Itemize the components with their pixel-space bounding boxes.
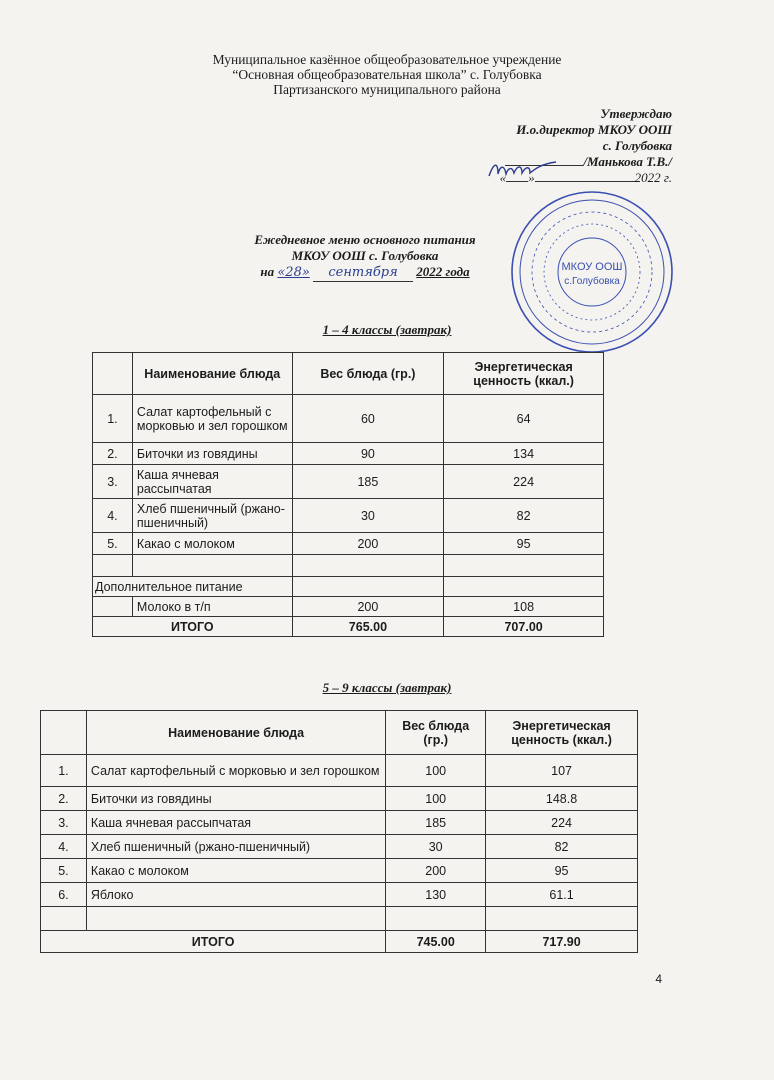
- row-num: 3.: [93, 465, 133, 499]
- header-dish-name: Наименование блюда: [132, 353, 292, 395]
- row-weight: 30: [386, 835, 486, 859]
- row-kcal: 134: [444, 443, 604, 465]
- table-row-extra-label: [93, 577, 604, 597]
- row-num: 2.: [93, 443, 133, 465]
- row-kcal: 224: [486, 811, 638, 835]
- table-row-empty: [93, 555, 604, 577]
- menu-date-prefix: на: [260, 264, 275, 279]
- table-row: [93, 597, 604, 617]
- row-num: 4.: [41, 835, 87, 859]
- menu-title: [130, 232, 600, 282]
- org-line-3: Партизанского муниципального района: [273, 82, 501, 97]
- row-kcal: 224: [444, 465, 604, 499]
- row-dish: Хлеб пшеничный (ржано-пшеничный): [86, 835, 385, 859]
- row-num: 3.: [41, 811, 87, 835]
- header-kcal: Энергетическая ценность (ккал.): [444, 353, 604, 395]
- row-num: 6.: [41, 883, 87, 907]
- row-num: 1.: [41, 755, 87, 787]
- row-dish: Биточки из говядины: [132, 443, 292, 465]
- header-dish-name: Наименование блюда: [86, 711, 385, 755]
- row-dish: Какао с молоком: [132, 533, 292, 555]
- table-row: [93, 443, 604, 465]
- table-row: [41, 755, 638, 787]
- page-number: 4: [655, 972, 662, 986]
- section-2-title: 5 – 9 классы (завтрак): [322, 680, 452, 695]
- org-header: [0, 52, 774, 97]
- row-weight: 90: [292, 443, 444, 465]
- row-dish: Биточки из говядины: [86, 787, 385, 811]
- stamp-center-2: с.Голубовка: [564, 276, 620, 287]
- menu-title-line-1: Ежедневное меню основного питания: [254, 232, 476, 247]
- row-kcal: 95: [486, 859, 638, 883]
- table-row: [93, 533, 604, 555]
- menu-date-suffix: 2022 года: [416, 264, 470, 279]
- row-weight: 100: [386, 787, 486, 811]
- row-num: 1.: [93, 395, 133, 443]
- table-header-row: [93, 353, 604, 395]
- row-kcal: 107: [486, 755, 638, 787]
- total-weight: 745.00: [386, 931, 486, 953]
- row-weight: 30: [292, 499, 444, 533]
- table-header-row: [41, 711, 638, 755]
- row-kcal: 82: [486, 835, 638, 859]
- approval-signer: /Манькова Т.В./: [583, 154, 672, 169]
- menu-table-1-4: [92, 352, 604, 637]
- row-weight: 60: [292, 395, 444, 443]
- table-total-row: [41, 931, 638, 953]
- total-label: ИТОГО: [41, 931, 386, 953]
- row-weight: 200: [292, 597, 444, 617]
- row-kcal: 64: [444, 395, 604, 443]
- table-total-row: [93, 617, 604, 637]
- table-row: [41, 787, 638, 811]
- menu-table-5-9: [40, 710, 638, 953]
- menu-date-month: сентября: [313, 265, 413, 282]
- section-1-title: 1 – 4 классы (завтрак): [322, 322, 452, 337]
- approval-title: Утверждаю: [600, 106, 672, 121]
- table-row: [93, 395, 604, 443]
- row-num: 4.: [93, 499, 133, 533]
- row-dish: Молоко в т/п: [132, 597, 292, 617]
- table-row: [41, 859, 638, 883]
- org-line-2: “Основная общеобразовательная школа” с. Голубовка: [232, 67, 542, 82]
- row-weight: 100: [386, 755, 486, 787]
- stamp-center-1: МКОУ ООШ: [561, 261, 623, 273]
- signature-icon: [486, 158, 558, 182]
- header-weight: Вес блюда (гр.): [386, 711, 486, 755]
- row-num: 5.: [93, 533, 133, 555]
- row-weight: 200: [386, 859, 486, 883]
- row-kcal: 95: [444, 533, 604, 555]
- total-weight: 765.00: [292, 617, 444, 637]
- table-row: [93, 499, 604, 533]
- total-kcal: 707.00: [444, 617, 604, 637]
- menu-date-day: «28»: [277, 265, 310, 280]
- table-row-empty: [41, 907, 638, 931]
- row-kcal: 108: [444, 597, 604, 617]
- table-row: [41, 811, 638, 835]
- menu-title-date: [130, 264, 600, 282]
- row-weight: 130: [386, 883, 486, 907]
- row-dish: Каша ячневая рассыпчатая: [132, 465, 292, 499]
- row-weight: 185: [292, 465, 444, 499]
- row-dish: Салат картофельный с морковью и зел горошком: [86, 755, 385, 787]
- row-kcal: 82: [444, 499, 604, 533]
- row-weight: 185: [386, 811, 486, 835]
- row-weight: 200: [292, 533, 444, 555]
- row-dish: Салат картофельный с морковью и зел горошком: [132, 395, 292, 443]
- row-num: 2.: [41, 787, 87, 811]
- row-dish: Какао с молоком: [86, 859, 385, 883]
- row-num: 5.: [41, 859, 87, 883]
- total-kcal: 717.90: [486, 931, 638, 953]
- approval-date-open: «: [499, 170, 507, 185]
- row-kcal: 61.1: [486, 883, 638, 907]
- org-line-1: Муниципальное казённое общеобразовательное учреждение: [212, 52, 562, 67]
- total-label: ИТОГО: [93, 617, 293, 637]
- row-dish: Яблоко: [86, 883, 385, 907]
- approval-place: с. Голубовка: [602, 138, 672, 153]
- table-row: [93, 465, 604, 499]
- extra-label: Дополнительное питание: [93, 577, 293, 597]
- approval-position: И.о.директор МКОУ ООШ: [516, 122, 672, 137]
- row-dish: Каша ячневая рассыпчатая: [86, 811, 385, 835]
- table-row: [41, 835, 638, 859]
- approval-date-close: »: [528, 170, 535, 185]
- menu-title-line-2: МКОУ ООШ с. Голубовка: [291, 248, 439, 263]
- table-row: [41, 883, 638, 907]
- header-kcal: Энергетическая ценность (ккал.): [486, 711, 638, 755]
- approval-date-year: 2022 г.: [634, 170, 672, 185]
- header-weight: Вес блюда (гр.): [292, 353, 444, 395]
- row-kcal: 148.8: [486, 787, 638, 811]
- row-dish: Хлеб пшеничный (ржано-пшеничный): [132, 499, 292, 533]
